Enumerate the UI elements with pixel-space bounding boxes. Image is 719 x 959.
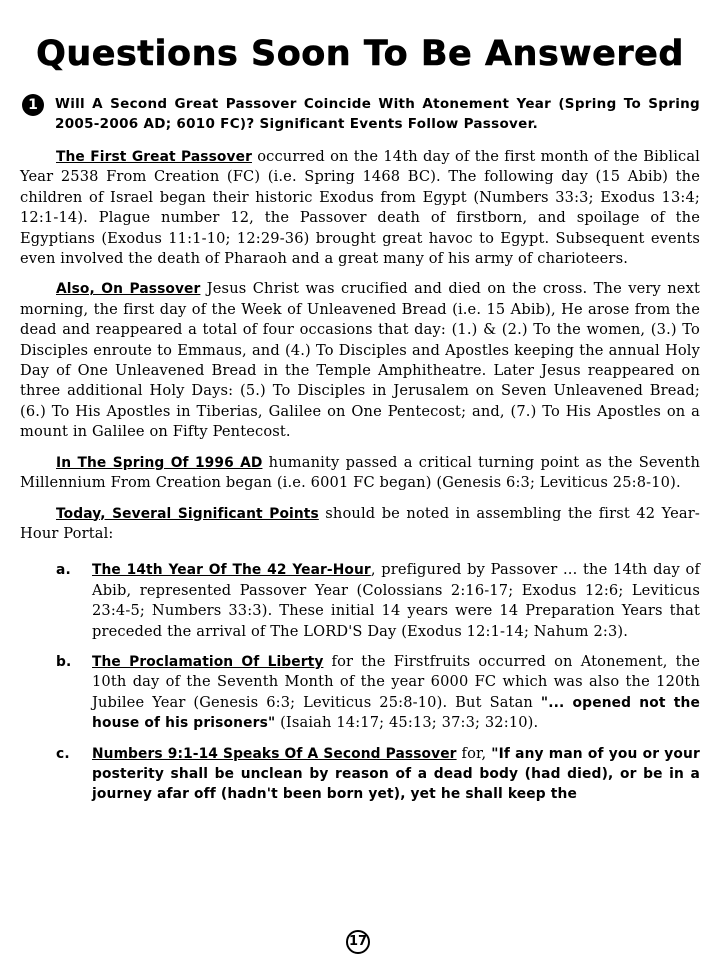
page-title: Questions Soon To Be Answered bbox=[36, 34, 684, 74]
list-item bbox=[20, 652, 700, 734]
list-item bbox=[20, 744, 700, 805]
paragraph-text: should be noted in assembling the first 42 Year-Hour Portal: bbox=[20, 504, 700, 542]
page-number-badge: 17 bbox=[346, 930, 370, 954]
item-quote: "If any man of you or your posterity shall be unclean by reason of a dead body (had died), or be in a journey afar off (hadn't been born yet), yet he shall keep the bbox=[92, 745, 700, 803]
item-after: (Isaiah 14:17; 45:13; 37:3; 32:10). bbox=[275, 714, 539, 732]
paragraph bbox=[20, 147, 700, 269]
paragraph-text: humanity passed a critical turning point as the Seventh Millennium From Creation began (i.e. 6001 FC began) (Genesis 6:3; Leviticus 25:8-10). bbox=[20, 453, 700, 492]
item-text: , prefigured by Passover ... the 14th day of Abib, represented Passover Year (Colossians 2:16-17; Exodus 12:6; Leviticus 23:4-5; Numbers 33:3). These initial 14 years were 14 Preparation Years that preceded the arrival of The LORD'S Day (Exodus 12:1-14; Nahum 2:3). bbox=[92, 561, 700, 640]
question-number-badge: 1 bbox=[22, 94, 44, 116]
question-block bbox=[22, 94, 700, 134]
item-lead: The Proclamation Of Liberty bbox=[92, 653, 324, 670]
paragraph-text: occurred on the 14th day of the first month of the Biblical Year 2538 From Creation (FC) (i.e. Spring 1468 BC). The following day (15 Abib) the children of Israel began their historic Exodus from Egypt (Numbers 33:3; Exodus 13:4; 12:1-14). Plague number 12, the Passover death of firstborn, and spoilage of the Egyptians (Exodus 11:1-10; 12:29-36) brought great havoc to Egypt. Subsequent events even involved the death of Pharaoh and a great many of his army of charioteers. bbox=[20, 148, 701, 268]
item-lead: The 14th Year Of The 42 Year-Hour bbox=[92, 562, 371, 579]
paragraph-lead: Also, On Passover bbox=[56, 281, 201, 298]
paragraph-lead: The First Great Passover bbox=[56, 149, 252, 165]
item-quote: "... opened not the house of his prisoners" bbox=[92, 694, 700, 732]
paragraph-text: Jesus Christ was crucified and died on the cross. The very next morning, the first day of the Week of Unleavened Bread (i.e. 15 Abib), He arose from the dead and reappeared a total of four occasions that day: (1.) & (2.) To the women, (3.) To Disciples enroute to Emmaus, and (4.) To Disciples and Apostles keeping the annual Holy Day of One Unleavened Bread in the Temple Amphitheatre. Later Jesus reappeared on three additional Holy Days: (5.) To Disciples in Jerusalem on Seven Unleavened Bread; (6.) To His Apostles in Tiberias, Galilee on One Pentecost; and, (7.) To His Apostles on a mount in Galilee on Fifty Pentecost. bbox=[20, 280, 700, 441]
list-item bbox=[20, 560, 700, 642]
paragraph bbox=[20, 279, 700, 442]
question-text: Will A Second Great Passover Coincide With Atonement Year (Spring To Spring 2005-2006 AD; 6010 FC)? Significant Events Follow Passover. bbox=[55, 96, 700, 132]
paragraph bbox=[20, 504, 700, 545]
item-text: for the Firstfruits occurred on Atonement, the 10th day of the Seventh Month of the year 6000 FC which was also the 120th Jubilee Year (Genesis 6:3; Leviticus 25:8-10). But Satan bbox=[92, 652, 700, 711]
list-marker: a. bbox=[56, 562, 71, 579]
point-list bbox=[20, 560, 700, 804]
paragraph-lead: Today, Several Significant Points bbox=[56, 505, 319, 522]
item-text: for, bbox=[456, 744, 492, 762]
paragraph bbox=[20, 453, 700, 494]
list-marker: b. bbox=[56, 653, 72, 670]
paragraph-lead: In The Spring Of 1996 AD bbox=[56, 454, 263, 471]
document-page bbox=[20, 0, 700, 959]
body-text bbox=[20, 147, 700, 815]
item-lead: Numbers 9:1-14 Speaks Of A Second Passover bbox=[92, 745, 457, 762]
list-marker: c. bbox=[56, 745, 70, 762]
